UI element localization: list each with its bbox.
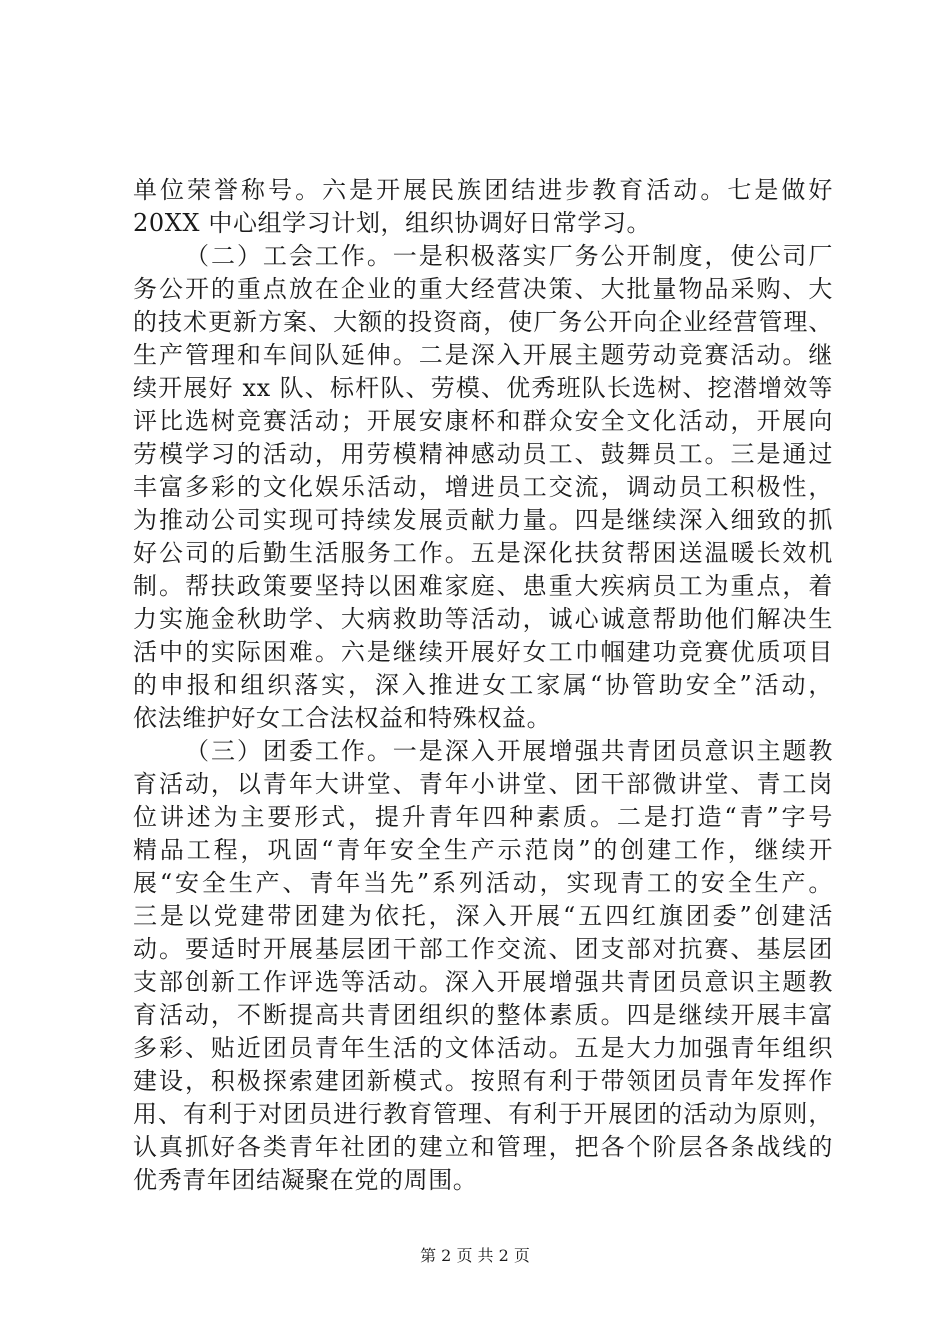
- text-line: 动。要适时开展基层团干部工作交流、团支部对抗赛、基层团: [133, 935, 833, 963]
- text-line: 为推动公司实现可持续发展贡献力量。四是继续深入细致的抓: [133, 506, 833, 534]
- text-line: 好公司的后勤生活服务工作。五是深化扶贫帮困送温暖长效机: [133, 539, 833, 567]
- text-line: 丰富多彩的文化娱乐活动，增进员工交流，调动员工积极性，: [133, 473, 833, 501]
- text-line: 的申报和组织落实，深入推进女工家属“协管助安全”活动，: [133, 671, 833, 699]
- text-line: 位讲述为主要形式，提升青年四种素质。二是打造“青”字号: [133, 803, 833, 831]
- text-line: 育活动，以青年大讲堂、青年小讲堂、团干部微讲堂、青工岗: [133, 770, 833, 798]
- paragraph: [133, 174, 833, 240]
- text-line: 劳模学习的活动，用劳模精神感动员工、鼓舞员工。三是通过: [133, 440, 833, 468]
- text-line: 展“安全生产、青年当先”系列活动，实现青工的安全生产。: [133, 869, 833, 897]
- paragraph: [133, 240, 833, 735]
- text-line: （二）工会工作。一是积极落实厂务公开制度，使公司厂: [185, 242, 833, 270]
- text-line: 三是以党建带团建为依托，深入开展“五四红旗团委”创建活: [133, 902, 833, 930]
- document-body: [133, 174, 833, 1197]
- text-line: 力实施金秋助学、大病救助等活动，诚心诚意帮助他们解决生: [133, 605, 833, 633]
- text-line: 育活动，不断提高共青团组织的整体素质。四是继续开展丰富: [133, 1001, 833, 1029]
- text-line: 用、有利于对团员进行教育管理、有利于开展团的活动为原则，: [133, 1100, 833, 1128]
- paragraph: [133, 735, 833, 1197]
- text-line: 精品工程，巩固“青年安全生产示范岗”的创建工作，继续开: [133, 836, 833, 864]
- text-line: 支部创新工作评选等活动。深入开展增强共青团员意识主题教: [133, 968, 833, 996]
- text-line: 的技术更新方案、大额的投资商，使厂务公开向企业经营管理、: [133, 308, 833, 336]
- text-line: 认真抓好各类青年社团的建立和管理，把各个阶层各条战线的: [133, 1133, 833, 1161]
- text-line: 生产管理和车间队延伸。二是深入开展主题劳动竞赛活动。继: [133, 341, 833, 369]
- text-line: 制。帮扶政策要坚持以困难家庭、患重大疾病员工为重点，着: [133, 572, 833, 600]
- text-line: 活中的实际困难。六是继续开展好女工巾帼建功竞赛优质项目: [133, 638, 833, 666]
- text-line: 多彩、贴近团员青年生活的文体活动。五是大力加强青年组织: [133, 1034, 833, 1062]
- text-line: 评比选树竞赛活动；开展安康杯和群众安全文化活动，开展向: [133, 407, 833, 435]
- text-line: 20XX 中心组学习计划，组织协调好日常学习。: [133, 209, 652, 237]
- text-line: 续开展好 xx 队、标杆队、劳模、优秀班队长选树、挖潜增效等: [133, 374, 833, 402]
- text-line: 务公开的重点放在企业的重大经营决策、大批量物品采购、大: [133, 275, 833, 303]
- page-footer: 第 2 页 共 2 页: [420, 1246, 530, 1265]
- text-line: 依法维护好女工合法权益和特殊权益。: [133, 704, 552, 732]
- text-line: 单位荣誉称号。六是开展民族团结进步教育活动。七是做好: [133, 176, 833, 204]
- text-line: 优秀青年团结凝聚在党的周围。: [133, 1166, 478, 1194]
- text-line: 建设，积极探索建团新模式。按照有利于带领团员青年发挥作: [133, 1067, 833, 1095]
- text-line: （三）团委工作。一是深入开展增强共青团员意识主题教: [185, 737, 833, 765]
